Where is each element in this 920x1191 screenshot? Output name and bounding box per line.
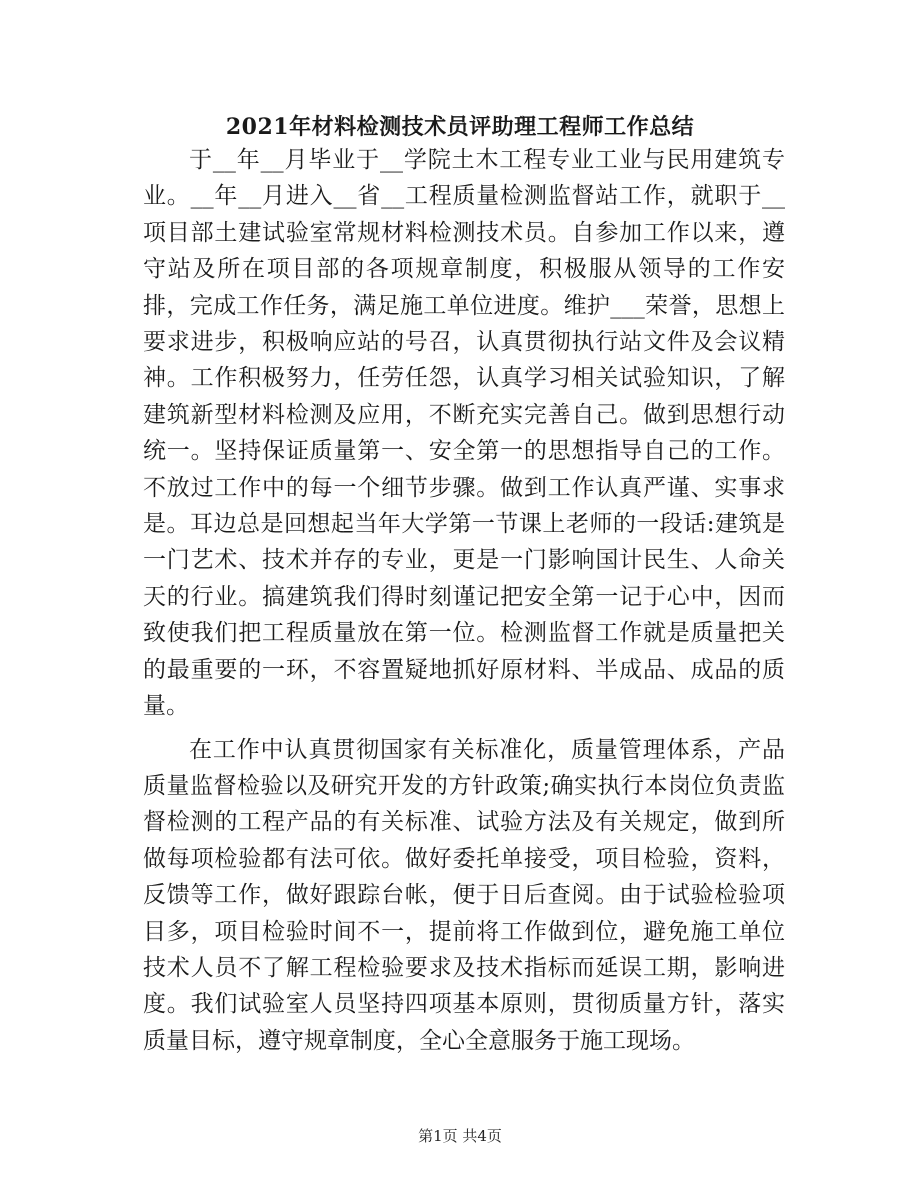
body-paragraph-1: 于__年__月毕业于__学院土木工程专业工业与民用建筑专业。__年__月进入__省__工程质量检测监督站工作，就职于__项目部土建试验室常规材料检测技术员。自参加工作以来，遵守站及所在项目部的各项规章制度，积极服从领导的工作安排，完成工作任务，满足施工单位进度。维护___荣誉，思想上要求进步，积极响应站的号召，认真贯彻执行站文件及会议精神。工作积极努力，任劳任怨，认真学习相关试验知识，了解建筑新型材料检测及应用，不断充实完善自己。做到思想行动统一。坚持保证质量第一、安全第一的思想指导自己的工作。不放过工作中的每一个细节步骤。做到工作认真严谨、实事求是。耳边总是回想起当年大学第一节课上老师的一段话:建筑是一门艺术、技术并存的专业，更是一门影响国计民生、人命关天的行业。搞建筑我们得时刻谨记把安全第一记于心中，因而致使我们把工程质量放在第一位。检测监督工作就是质量把关的最重要的一环，不容置疑地抓好原材料、半成品、成品的质量。 (143, 147, 785, 720)
document-body (143, 142, 785, 1059)
body-paragraph-2: 在工作中认真贯彻国家有关标准化，质量管理体系，产品质量监督检验以及研究开发的方针政策;确实执行本岗位负责监督检测的工程产品的有关标准、试验方法及有关规定，做到所做每项检验都有法可依。做好委托单接受，项目检验，资料，反馈等工作，做好跟踪台帐，便于日后查阅。由于试验检验项目多，项目检验时间不一，提前将工作做到位，避免施工单位技术人员不了解工程检验要求及技术指标而延误工期，影响进度。我们试验室人员坚持四项基本原则，贯彻质量方针，落实质量目标，遵守规章制度，全心全意服务于施工现场。 (143, 736, 785, 1054)
page-number-footer: 第1页 共4页 (418, 1127, 502, 1145)
document-title: 2021年材料检测技术员评助理工程师工作总结 (225, 114, 695, 140)
